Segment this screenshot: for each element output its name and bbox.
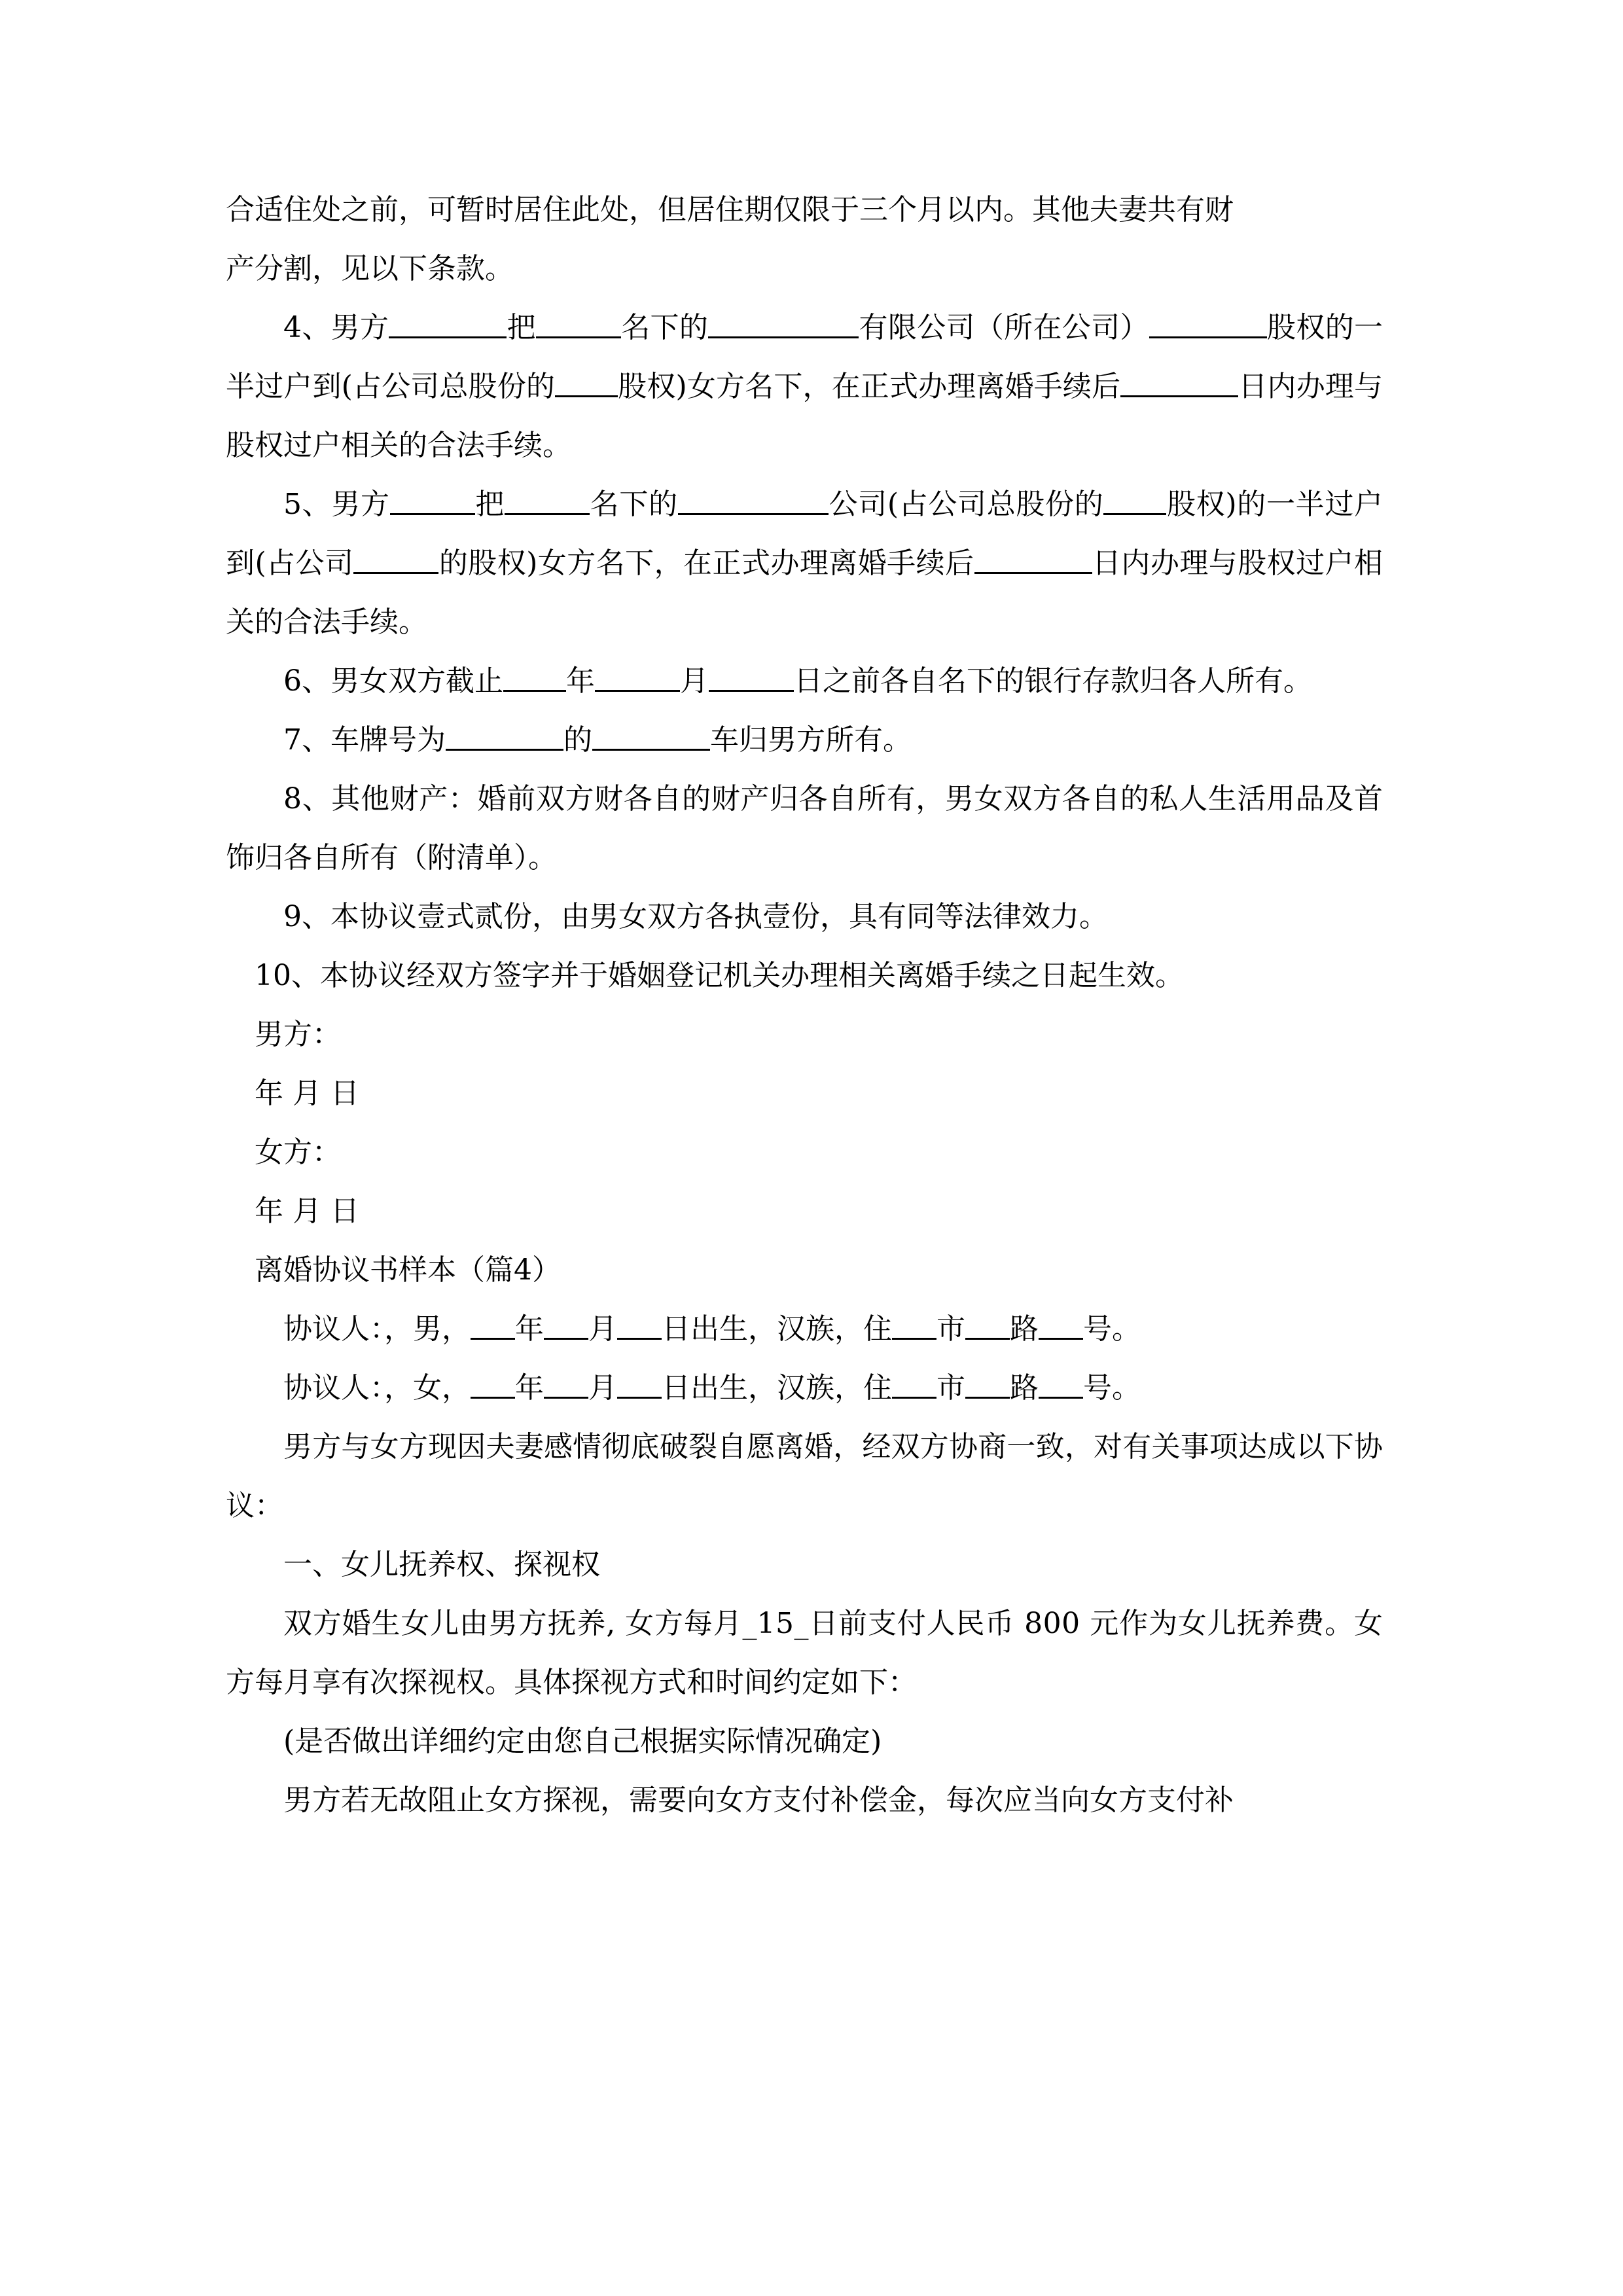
clause-5-text-2: 把: [474, 488, 505, 521]
party-female-line: [226, 1359, 1383, 1418]
blank-field[interactable]: [536, 306, 621, 338]
party-male-text-7: 号。: [1083, 1312, 1141, 1346]
blank-field[interactable]: [965, 1367, 1010, 1399]
party-male-text-4: 日出生，汉族，住: [662, 1312, 892, 1346]
blank-field[interactable]: [617, 1308, 662, 1340]
clause-4-text-8: 办理离婚手续后: [918, 370, 1121, 403]
blank-field[interactable]: [974, 542, 1092, 574]
clause-5-text-1: 5、男方: [283, 488, 390, 521]
clause-4-text-1: 4、男方: [283, 311, 389, 344]
blank-field[interactable]: [555, 365, 618, 397]
clause-4: [226, 298, 1383, 475]
clause-7-text-1: 7、车牌号为: [283, 723, 446, 757]
blank-field[interactable]: [1120, 365, 1238, 397]
clause-7-text-2: 的: [563, 723, 592, 757]
paragraph-continuation-top: [226, 181, 1383, 298]
blank-field[interactable]: [390, 483, 475, 515]
blank-field[interactable]: [353, 542, 438, 574]
blank-field[interactable]: [505, 483, 590, 515]
custody-text-1: 双方婚生女儿由男方抚养, 女方每月_: [283, 1607, 757, 1640]
party-female-text-6: 路: [1010, 1371, 1039, 1405]
blank-field[interactable]: [1039, 1367, 1083, 1399]
party-male-line: [226, 1300, 1383, 1359]
blank-field[interactable]: [678, 483, 829, 515]
clause-6-text-2: 年: [566, 664, 595, 698]
clause-5-text-6: 的股权)女方名下，在正式办理离婚手: [438, 547, 916, 580]
heading-section-one: 一、女儿抚养权、探视权: [283, 1548, 600, 1581]
custody-payment-day: 15: [757, 1607, 794, 1640]
signature-female-date: 年 月 日: [255, 1194, 359, 1228]
blank-field[interactable]: [709, 660, 794, 692]
clause-7-text-3: 车归男方所有。: [710, 723, 912, 757]
blank-field[interactable]: [544, 1367, 588, 1399]
clause-4-text-2: 把: [507, 311, 536, 344]
party-male-text-5: 市: [936, 1312, 965, 1346]
blank-field[interactable]: [544, 1308, 588, 1340]
party-female-text-1: 协议人：，女，: [283, 1371, 471, 1405]
signature-male-date: 年 月 日: [255, 1077, 359, 1110]
party-female-text-4: 日出生，汉族，住: [662, 1371, 892, 1405]
party-male-text-2: 年: [515, 1312, 544, 1346]
clause-6-text-1: 6、男女双方截止: [283, 664, 503, 698]
clause-5-text-3: 名下的: [590, 488, 678, 521]
continuation-line-1: 合适住处之前，可暂时居住此处，但居住期仅限于三个月以内。其他夫妻共有财: [226, 193, 1234, 226]
clause-4-text-7: 股权)女方名下，在正式: [618, 370, 919, 403]
blank-field[interactable]: [503, 660, 566, 692]
blank-field[interactable]: [446, 719, 563, 751]
clause-4-text-4: 有限公司（所在公: [859, 311, 1092, 344]
blank-field[interactable]: [471, 1367, 515, 1399]
blank-field[interactable]: [708, 306, 859, 338]
clause-6-text-5: 所有。: [1226, 664, 1312, 698]
clause-10: 10、本协议经双方签字并于婚姻登记机关办理相关离婚手续之日起生效。: [255, 959, 1184, 992]
blank-field[interactable]: [595, 660, 680, 692]
blank-field[interactable]: [1039, 1308, 1083, 1340]
party-male-text-6: 路: [1010, 1312, 1039, 1346]
party-male-text-1: 协议人：，男，: [283, 1312, 471, 1346]
clause-9: 9、本协议壹式贰份，由男女双方各执壹份，具有同等法律效力。: [283, 900, 1108, 933]
optional-detail-note: (是否做出详细约定由您自己根据实际情况确定): [283, 1725, 882, 1758]
clause-4-text-9: 日内办理与股权过户相关的合法手续。: [226, 370, 1383, 462]
clause-7: [226, 711, 1383, 770]
clause-6-text-3: 月: [680, 664, 709, 698]
clause-5-text-5: 股权)的一半过户到(占公司: [226, 488, 1383, 580]
blank-field[interactable]: [617, 1367, 662, 1399]
clause-6-text-4: 日之前各自名下的银行存款归各人: [794, 664, 1226, 698]
document-body: [226, 181, 1383, 1830]
continuation-line-2: 产分割，见以下条款。: [226, 252, 514, 285]
clause-4-text-5: 司）: [1091, 311, 1149, 344]
blank-field[interactable]: [892, 1308, 936, 1340]
custody-paragraph: [226, 1594, 1383, 1712]
clause-5-text-4: 公司(占公司总股份的: [828, 488, 1104, 521]
clause-5-text-7: 续后: [916, 547, 974, 580]
signature-male-label: 男方：: [255, 1018, 341, 1051]
signature-female-label: 女方：: [255, 1136, 341, 1169]
custody-amount-value: 800: [1024, 1607, 1080, 1640]
clause-8: 8、其他财产：婚前双方财各自的财产归各自所有，男女双方各自的私人生活用品及首饰归各自所有（附清单）。: [226, 782, 1383, 874]
blank-field[interactable]: [892, 1367, 936, 1399]
party-female-text-3: 月: [588, 1371, 617, 1405]
blank-field[interactable]: [471, 1308, 515, 1340]
party-female-text-5: 市: [936, 1371, 965, 1405]
clause-5: [226, 475, 1383, 652]
blank-field[interactable]: [389, 306, 507, 338]
clause-4-text-3: 名下的: [620, 311, 709, 344]
blank-field[interactable]: [1103, 483, 1166, 515]
party-female-text-2: 年: [515, 1371, 544, 1405]
party-female-text-7: 号。: [1083, 1371, 1141, 1405]
blank-field[interactable]: [1149, 306, 1267, 338]
blank-field[interactable]: [592, 719, 710, 751]
custody-text-2: _日前支付人民币: [794, 1607, 1025, 1640]
preamble-paragraph: 男方与女方现因夫妻感情彻底破裂自愿离婚，经双方协商一致，对有关事项达成以下协议：: [226, 1430, 1383, 1522]
party-male-text-3: 月: [588, 1312, 617, 1346]
compensation-paragraph: 男方若无故阻止女方探视，需要向女方支付补偿金，每次应当向女方支付补: [283, 1784, 1234, 1817]
clause-5-text-8: 日内办理与股权过户相关的合法手续。: [226, 547, 1383, 639]
clause-4-text-6: 股权的一半过户到(占公司总股份的: [226, 311, 1383, 403]
section-heading-sample-4: 离婚协议书样本（篇4）: [255, 1253, 561, 1287]
clause-6: [226, 652, 1383, 711]
custody-text-3: 元作为女儿抚养费。女方每月享有次探视权。具体探视方式和时间约定如下：: [226, 1607, 1383, 1699]
blank-field[interactable]: [965, 1308, 1010, 1340]
